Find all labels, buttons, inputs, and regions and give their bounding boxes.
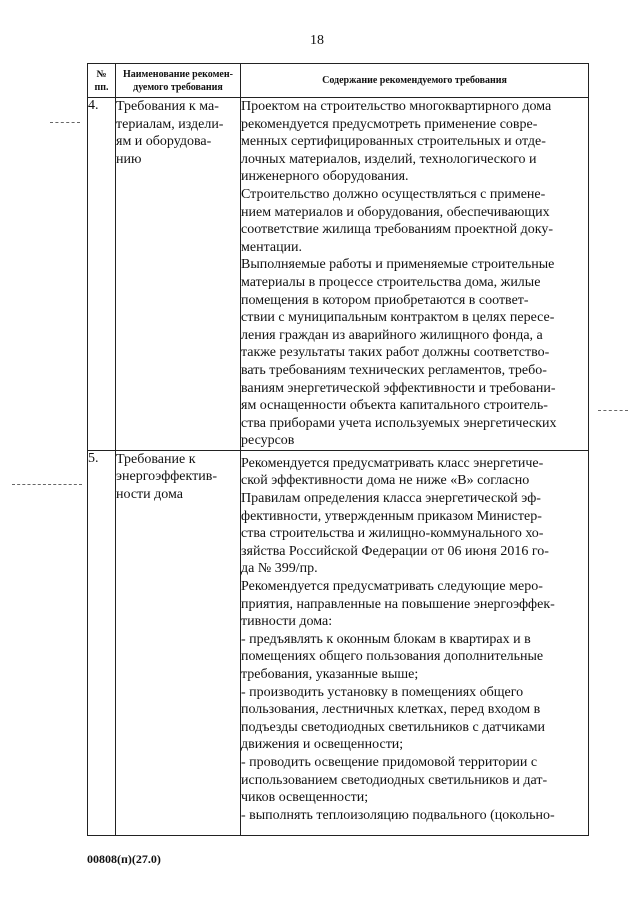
page-number: 18	[310, 33, 324, 48]
row-number: 5.	[88, 450, 116, 835]
table-header-row	[88, 64, 589, 98]
header-content: Содержание рекомендуемого требования	[241, 64, 589, 98]
paragraph: Рекомендуется предусматривать класс энергетиче- ской эффективности дома не ниже «В» согласно Правилам определения класса энергетической эф- фективности, утвержденным приказом Министер- ства строительства и жилищно-коммунального хо- зяйства Российской Федерации от 06 июня 2016 го- да № 399/пр.	[241, 455, 549, 577]
requirement-name: Требование к энергоэффектив- ности дома	[116, 450, 241, 835]
paragraph: Выполняемые работы и применяемые строительные материалы в процессе строительства дома, жилые помещения в котором приобретаются в соответ- ствии с муниципальным контрактом в целях пересе- ления граждан из аварийного жилищного фонда, а также результаты таких работ должны соответство- вать требованиям технических регламентов, требо- ваниям энергетической эффективности и требовани- ям оснащенности объекта капитального строитель- ства приборами учета используемых энергетических ресурсов	[241, 257, 557, 449]
paragraph: - предъявлять к оконным блокам в квартирах и в помещениях общего пользования дополнительные требования, указанные выше;	[241, 631, 544, 682]
requirements-table	[87, 63, 589, 836]
paragraph: Проектом на строительство многоквартирного дома рекомендуется предусмотреть применение совре- менных сертифицированных строительных и отде- лочных материалов, изделий, технологического и инженерного оборудования.	[241, 99, 552, 185]
paragraph: Строительство должно осуществляться с примене- нием материалов и оборудования, обеспечивающих соответствие жилища требованиям проектной доку- ментации.	[241, 186, 553, 255]
paragraph: Рекомендуется предусматривать следующие меро- приятия, направленные на повышение энергоэффек- тивности дома:	[241, 579, 555, 630]
table-row	[88, 450, 589, 835]
paragraph: - выполнять теплоизоляцию подвального (цокольно-	[241, 807, 555, 823]
header-name: Наименование рекомен- дуемого требования	[116, 64, 241, 98]
paragraph: - производить установку в помещениях общего пользования, лестничных клетках, перед входом в подъезды светодиодных светильников с датчиками движения и освещенности;	[241, 684, 545, 753]
scan-mark	[12, 484, 82, 486]
scan-mark	[50, 122, 80, 124]
row-number: 4.	[88, 98, 116, 451]
paragraph: - проводить освещение придомовой территории с использованием светодиодных светильников и дат- чиков освещенности;	[241, 754, 548, 806]
requirement-name: Требования к ма- териалам, издели- ям и оборудова- нию	[116, 98, 241, 451]
scan-mark	[598, 410, 628, 412]
header-num: № пп.	[88, 64, 116, 98]
table-row	[88, 98, 589, 451]
document-code: 00808(п)(27.0)	[87, 852, 161, 866]
requirement-content	[241, 450, 589, 835]
requirement-content	[241, 98, 589, 451]
